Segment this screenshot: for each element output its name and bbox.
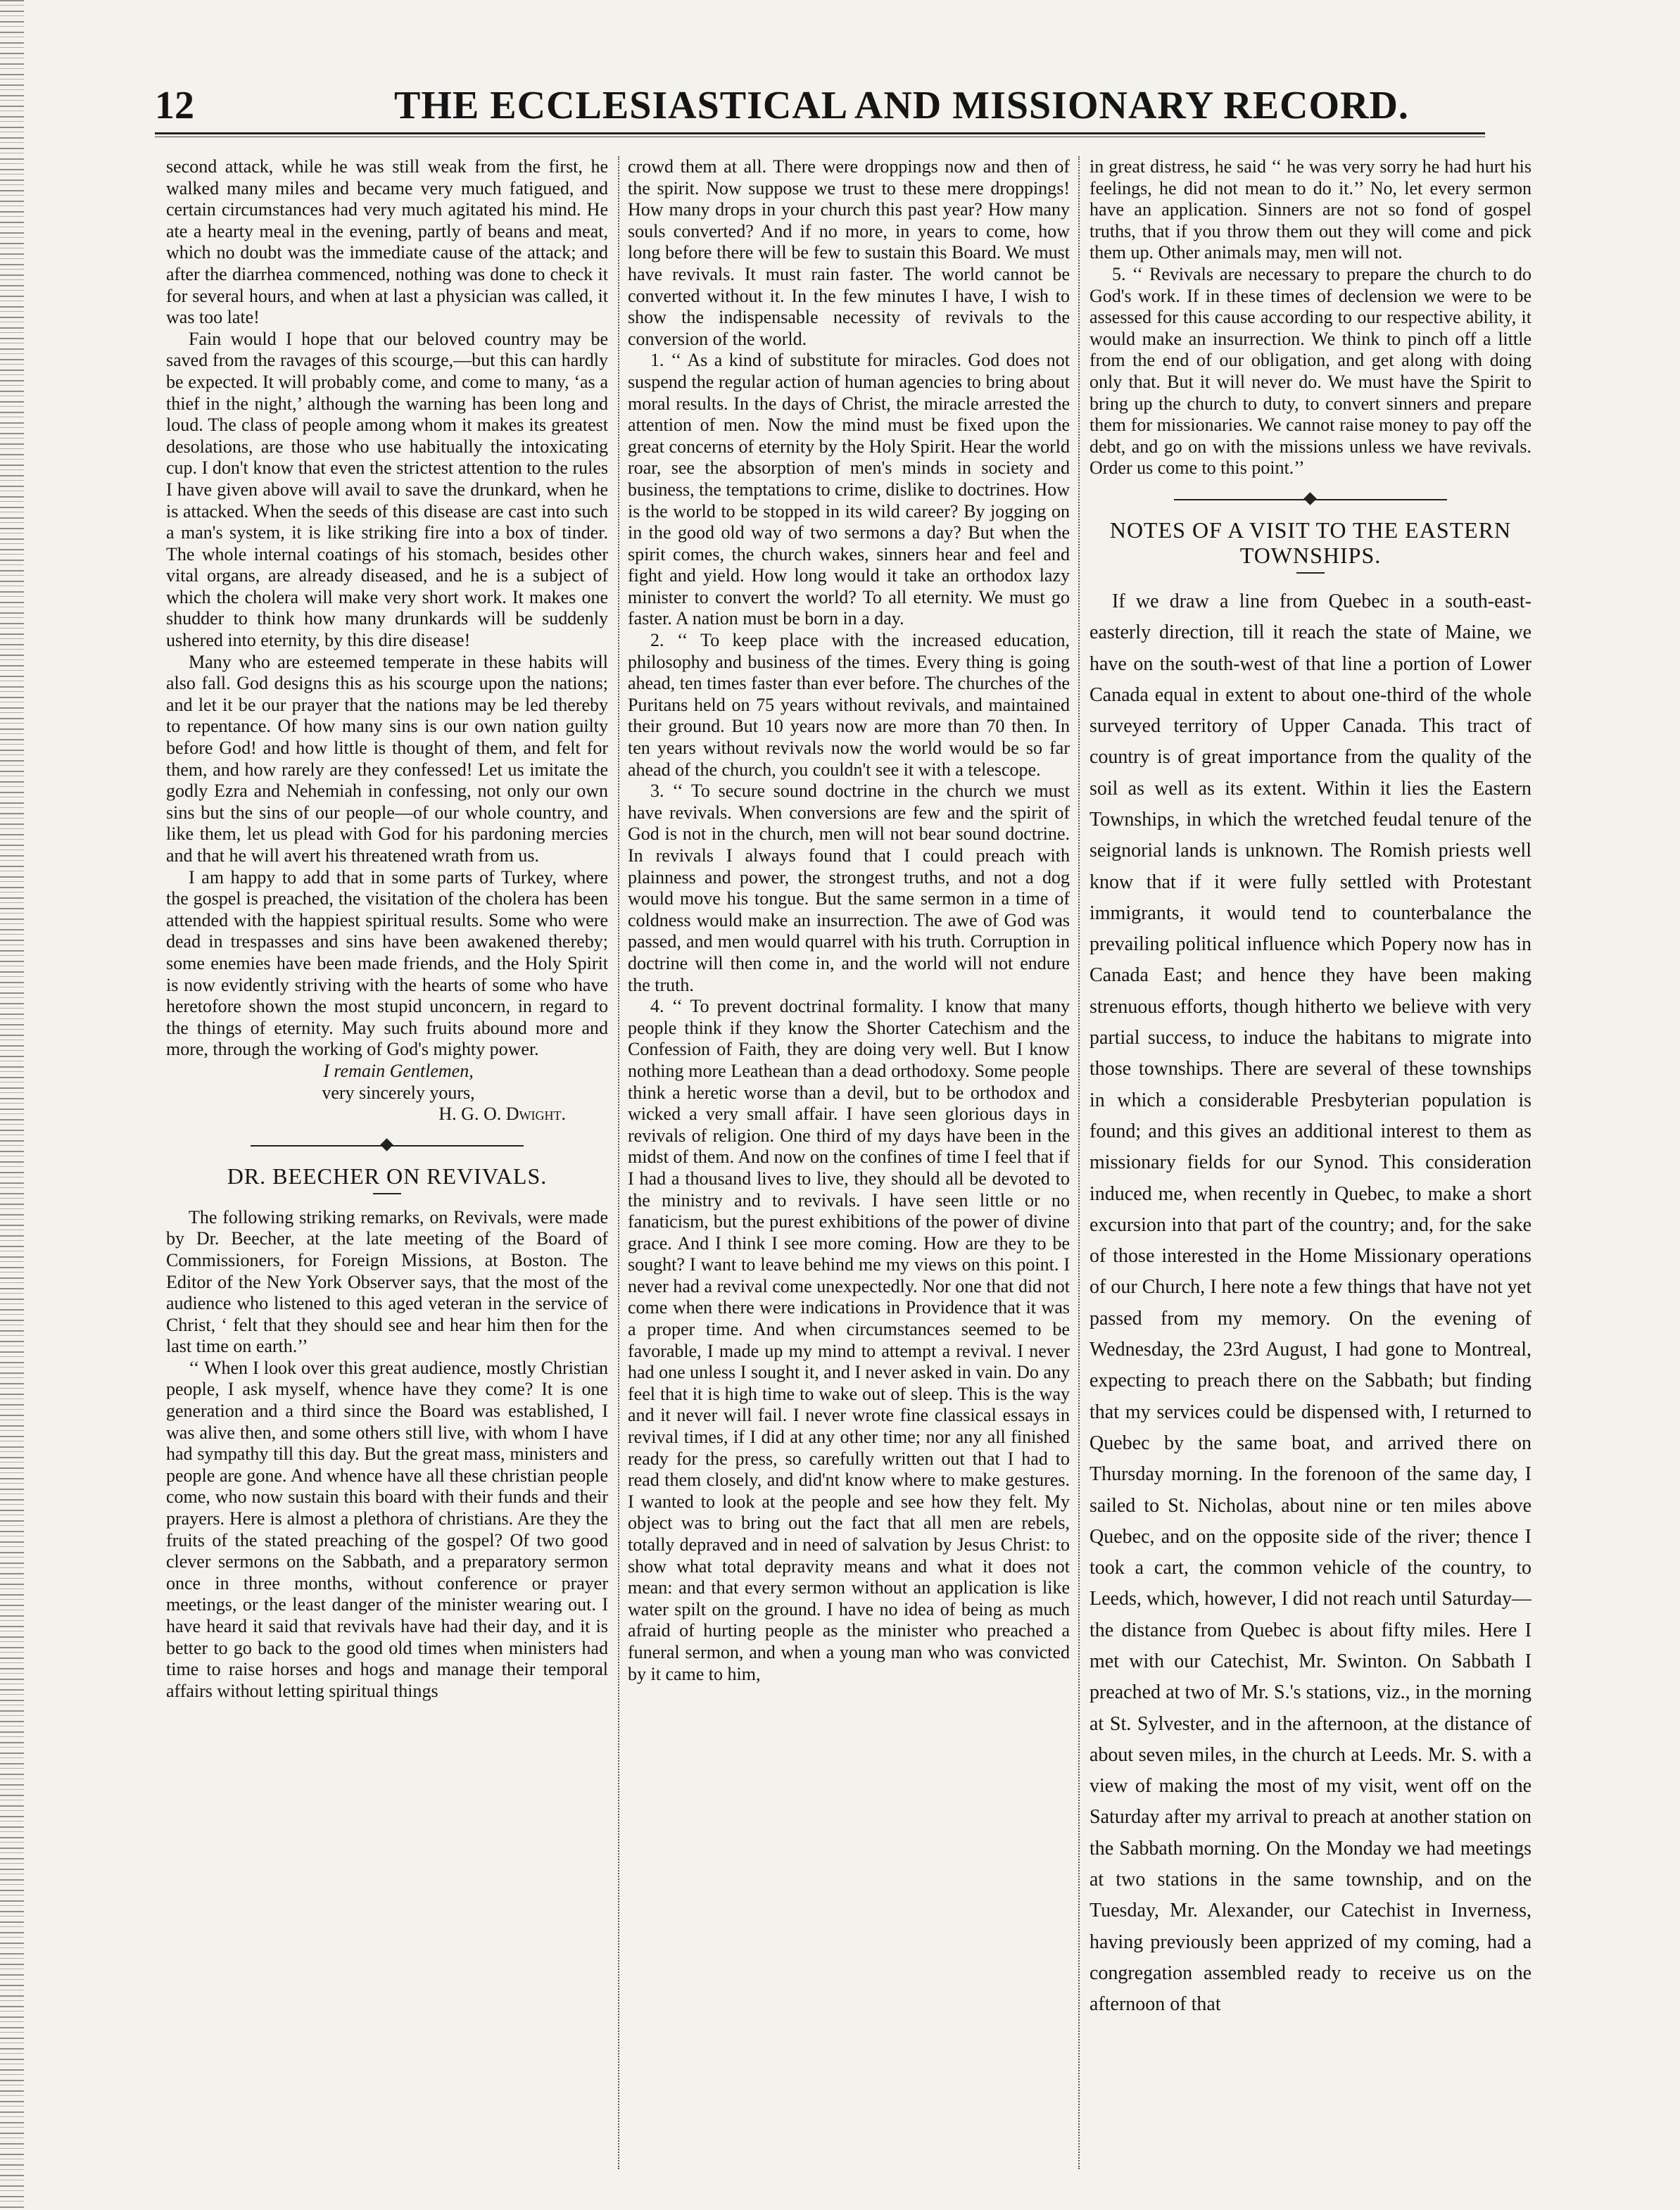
paragraph: 3. ‘‘ To secure sound doctrine in the church we must have revivals. When conversions are few and the spirit of God is not in the church, men will not bear sound doctrine. In revivals I always found that I could preach with plainness and power, the strongest truths, and not a dog would move his tongue. But the same sermon in a time of coldness would make an insurrection. The awe of God was passed, and men would quarrel with his truth. Corruption in doctrine will then come in, and the world will not endure the truth. [628,781,1070,995]
section-ornament [1090,489,1531,510]
paragraph: second attack, while he was still weak from the first, he walked many miles and became very much fatigued, and certain circumstances had very much agitated his mind. He ate a hearty meal in the evening, partly of beans and meat, which no doubt was the immediate cause of the attack; and after the diarrhea commenced, nothing was done to check it for several hours, and when at last a physician was called, it was too late! [166,156,608,328]
paragraph: ‘‘ When I look over this great audience, mostly Christian people, I ask myself, whence have they come? It is one generation and a third since the Board was established, I was alive then, and some others still live, with whom I have had sympathy till this day. But the great mass, ministers and people are gone. And whence have all these christian people come, who now sustain this board with their funds and their prayers. Here is almost a plethora of christians. Are they the fruits of the stated preaching of the gospel? Of two good clever sermons on the Sabbath, and a preparatory sermon once in three months, without conference or prayer meetings, or the least danger of the minister wearing out. I have heard it said that revivals have had their day, and it is better to go back to the good old times when ministers had time to raise horses and hogs and manage their temporal affairs without letting spiritual things [166,1357,608,1701]
heading-rule [373,1193,401,1194]
journal-title: THE ECCLESIASTICAL AND MISSIONARY RECORD. [394,84,1409,127]
paragraph: crowd them at all. There were droppings now and then of the spirit. Now suppose we trust to these mere droppings! How many drops in your church this past year? How many souls converted? And if no more, in years to come, how long before there will be few to sustain this Board. We must have revivals. It must rain faster. The world cannot be converted without it. In the few minutes I have, I wish to show the indispensable necessity of revivals to the conversion of the world. [628,156,1070,349]
paragraph: in great distress, he said ‘‘ he was very sorry he had hurt his feelings, he did not mean to do it.’’ No, let every sermon have an application. Sinners are not so fond of gospel truths, that if you throw them out they will come and pick them up. Other animals may, men will not. [1090,156,1531,263]
masthead [155,83,1485,125]
column-3 [1090,156,1531,2183]
column-2 [628,156,1070,2183]
column-1 [166,156,608,2183]
paragraph: Many who are esteemed temperate in these habits will also fall. God designs this as his scourge upon the nations; and let it be our prayer that the nations may be led thereby to repentance. Of how many sins is our own nation guilty before God! and how little is thought of them, and felt for them, and how rarely are they confessed! Let us imitate the godly Ezra and Nehemiah in confessing, not only our own sins but the sins of our people—of our whole country, and like them, let us plead with God for his pardoning mercies and that he will avert his threatened wrath from us. [166,651,608,866]
paragraph: The following striking remarks, on Revivals, were made by Dr. Beecher, at the late meeting of the Board of Commissioners, for Foreign Missions, at Boston. The Editor of the New York Observer says, that the most of the audience who listened to this aged veteran in the service of Christ, ‘ felt that they should see and hear him then for the last time on earth.’’ [166,1206,608,1357]
masthead-rule [155,132,1485,137]
column-divider [1078,156,1080,2169]
section-heading: DR. BEECHER ON REVIVALS. [227,1163,548,1189]
paragraph: 2. ‘‘ To keep place with the increased education, philosophy and business of the times. Every thing is going ahead, ten times faster than ever before. The churches of the Puritans held on 75 years without revivals, and maintained their ground. But 10 years now are more than 70 then. In ten years without revivals now the world would be so far ahead of the church, you couldn't see it with a telescope. [628,630,1070,780]
column-divider [618,156,619,2169]
page-number: 12 [155,84,194,127]
letter-valediction: very sincerely yours, [322,1082,475,1103]
section-ornament [166,1135,608,1156]
letter-closing: I remain Gentlemen, [323,1060,474,1081]
paragraph: 5. ‘‘ Revivals are necessary to prepare the church to do God's work. If in these times of declension we were to be assessed for this cause according to our respective ability, it would make an insurrection. We think to pinch off a little from the end of our obligation, and get along with doing only that. But it will never do. We must have the Spirit to bring up the church to duty, to convert sinners and prepare them for missionaries. We cannot raise money to pay off the debt, and go on with the missions unless we have revivals. Order us come to this point.’’ [1090,263,1531,479]
paragraph: 4. ‘‘ To prevent doctrinal formality. I know that many people think if they know the Shorter Catechism and the Confession of Faith, they are doing very well. But I know nothing more Leathean than a dead orthodoxy. Some people think a heretic worse than a devil, but to be orthodox and wicked a very small affair. I have seen glorious days in revivals of religion. One third of my days have been in the midst of them. And now on the confines of time I feel that if I had a thousand lives to live, they should all be devoted to the ministry and to revivals. I have seen little or no fanaticism, but the purest exhibitions of the power of divine grace. And I think I see more coming. How are they to be sought? I want to leave behind me my views on this point. I never had a revival come unexpectedly. Nor one that did not come when there were indications in Providence that it was a proper time. And when circumstances seemed to be favorable, I made up my mind to attempt a revival. I never had one unless I sought it, and I never asked in vain. Do any feel that it is high time to wake out of sleep. This is the way and it never will fail. I never wrote fine classical essays in revival times, if I did at any other time; nor any all finished ready for the press, so carefully written out that I had to read them closely, and did'nt know where to make gestures. I wanted to look at the people and see how they felt. My object was to bring out the fact that all men are rebels, totally depraved and in need of salvation by Jesus Christ: to show what total depravity means and what it does not mean: and that every sermon without an application is like water spilt on the ground. I have no idea of being as much afraid of hurting people as the minister who preached a funeral sermon, and when a young man who was convicted by it came to him, [628,996,1070,1684]
paragraph: If we draw a line from Quebec in a south-east-easterly direction, till it reach the state of Maine, we have on the south-west of that line a portion of Lower Canada equal in extent to about one-third of the whole surveyed territory of Upper Canada. This tract of country is of great importance from the quality of the soil as well as its extent. Within it lies the Eastern Townships, in which the wretched feudal tenure of the seignorial lands is unknown. The Romish priests well know that if it were fully settled with Protestant immigrants, it would tend to counterbalance the prevailing political influence which Popery now has in Canada East; and hence they have been making strenuous efforts, though hitherto we believe with very partial success, to induce the habitans to migrate into those townships. There are several of these townships in which a considerable Presbyterian population is found; and this gives an additional interest to them as missionary fields for our Synod. This consideration induced me, when recently in Quebec, to make a short excursion into that part of the country; and, for the sake of those interested in the Home Missionary operations of our Church, I here note a few things that have not yet passed from my memory. On the evening of Wednesday, the 23rd August, I had gone to Montreal, expecting to preach there on the Sabbath; but finding that my services could be dispensed with, I returned to Quebec by the same boat, and arrived there on Thursday morning. In the forenoon of the same day, I sailed to St. Nicholas, about nine or ten miles above Quebec, and on the opposite side of the river; thence I took a cart, the common vehicle of the country, to Leeds, which, however, I did not reach until Saturday—the distance from Quebec is about fifty miles. Here I met with our Catechist, Mr. Swinton. On Sabbath I preached at two of Mr. S.'s stations, viz., in the morning at St. Sylvester, and in the afternoon, at the distance of about seven miles, in the church at Leeds. Mr. S. with a view of making the most of my visit, went off on the Saturday after my arrival to preach at another station on the Sabbath morning. On the Monday we had meetings at two stations in the same township, and on the Tuesday, Mr. Alexander, our Catechist in Inverness, having previously been apprized of my coming, had a congregation assembled ready to receive us on the afternoon of that [1090,590,1531,2016]
letter-signature: H. G. O. Dwight. [438,1104,566,1125]
paragraph: I am happy to add that in some parts of Turkey, where the gospel is preached, the visitation of the cholera has been attended with the happiest spiritual results. Some who were dead in trespasses and sins have been awakened thereby; some enemies have been made friends, and the Holy Spirit is now evidently striving with the hearts of some who have heretofore shown the most stupid unconcern, in regard to the things of eternity. May such fruits abound more and more, through the working of God's mighty power. [166,866,608,1060]
section-heading: NOTES OF A VISIT TO THE EASTERN TOWNSHIPS. [1109,517,1512,568]
paragraph: 1. ‘‘ As a kind of substitute for miracles. God does not suspend the regular action of human agencies to bring about moral results. In the days of Christ, the miracle arrested the attention of men. Now the mind must be fixed upon the great concerns of eternity by the Holy Spirit. Hear the world roar, see the absorption of men's minds in society and business, the temptations to crime, dislike to doctrines. How is the world to be stopped in its wild career? By jogging on in the good old way of two sermons a day? But when the spirit comes, the church wakes, sinners hear and feel and fight and yield. How long would it take an orthodox lazy minister to convert the world? To all eternity. We must go faster. A nation must be born in a day. [628,350,1070,629]
heading-rule [1296,572,1325,574]
binding-edge [0,0,24,2210]
paragraph: Fain would I hope that our beloved country may be saved from the ravages of this scourge,—but this can hardly be expected. It will probably come, and come to many, ‘as a thief in the night,’ although the warning has been long and loud. The class of people among whom it makes its greatest desolations, are those who use habitually the intoxicating cup. I don't know that even the strictest attention to the rules I have given above will avail to save the drunkard, when he is attacked. When the seeds of this disease are cast into such a man's system, it is like striking fire into a box of tinder. The whole internal coatings of his stomach, besides other vital organs, are already diseased, and he is a subject of which the cholera will make very short work. It makes one shudder to think how many drunkards will be suddenly ushered into eternity, by this dire disease! [166,328,608,651]
